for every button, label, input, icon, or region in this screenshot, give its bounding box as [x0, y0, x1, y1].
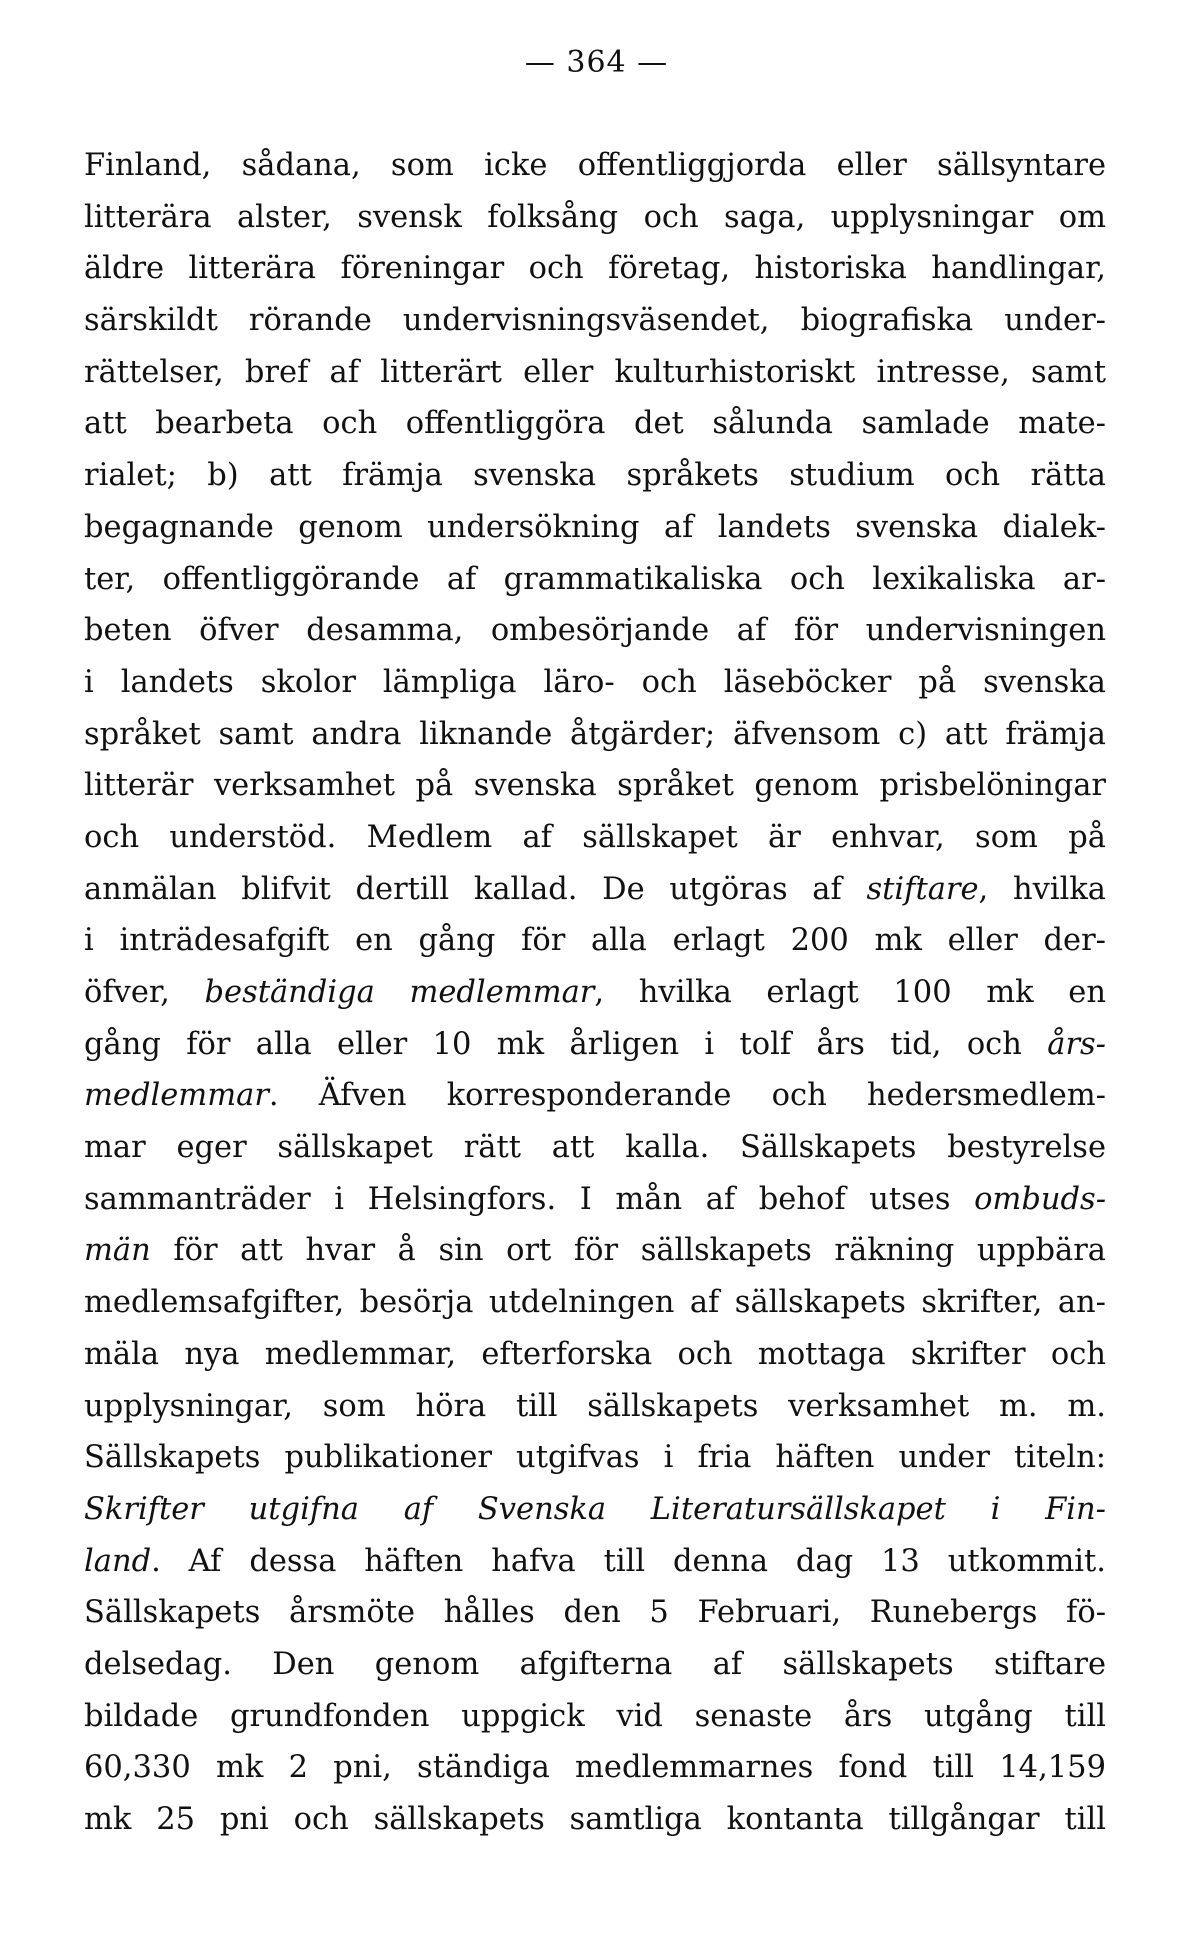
italic-term: land: [84, 1543, 152, 1579]
italic-term: års-: [1047, 1026, 1106, 1062]
italic-term: stiftare: [866, 871, 979, 907]
text-line: litterära alster, svensk folksång och saga, upplysningar om: [84, 199, 1106, 235]
text-line: rialet; b) att främja svenska språkets studium och rätta: [84, 458, 1106, 494]
text-line: begagnande genom undersökning af landets svenska dialek-: [84, 509, 1106, 545]
text-line: och understöd. Medlem af sällskapet är enhvar, som på: [84, 819, 1106, 855]
text-line: delsedag. Den genom afgifterna af sällskapets stiftare: [84, 1646, 1106, 1682]
text-line: medlemsafgifter, besörja utdelningen af sällskapets skrifter, an-: [84, 1285, 1106, 1321]
text-line: land. Af dessa häften hafva till denna dag 13 utkommit.: [84, 1543, 1106, 1579]
text-line: medlemmar. Äfven korresponderande och hedersmedlem-: [84, 1078, 1106, 1114]
text-line: att bearbeta och offentliggöra det sålunda samlade mate-: [84, 406, 1106, 442]
text-line: sammanträder i Helsingfors. I mån af behof utses ombuds-: [84, 1181, 1106, 1217]
italic-term: män: [84, 1233, 151, 1269]
text-line: [84, 1484, 1106, 1536]
text-line: mar eger sällskapet rätt att kalla. Sällskapets bestyrelse: [84, 1130, 1106, 1166]
text-line: anmälan blifvit dertill kallad. De utgöras af stiftare, hvilka: [84, 871, 1106, 907]
text-line: i landets skolor lämpliga läro- och läseböcker på svenska: [84, 664, 1106, 700]
italic-term: Skrifter utgifna af Svenska Literatursällskapet i Fin-: [84, 1491, 1106, 1527]
text-line: bildade grundfonden uppgick vid senaste års utgång till: [84, 1698, 1106, 1734]
text-line: öfver, beständiga medlemmar, hvilka erlagt 100 mk en: [84, 975, 1106, 1010]
text-line: litterär verksamhet på svenska språket genom prisbelöningar: [84, 768, 1106, 804]
text-line: upplysningar, som höra till sällskapets verksamhet m. m.: [84, 1388, 1106, 1424]
text-line: beten öfver desamma, ombesörjande af för undervisningen: [84, 613, 1106, 649]
text-line: ter, offentliggörande af grammatikaliska och lexikaliska ar-: [84, 561, 1106, 597]
text-line: gång för alla eller 10 mk årligen i tolf års tid, och års-: [84, 1026, 1106, 1062]
text-line: äldre litterära föreningar och företag, historiska handlingar,: [84, 251, 1106, 287]
text-line: språket samt andra liknande åtgärder; äfvensom c) att främja: [84, 716, 1106, 752]
text-line: rättelser, bref af litterärt eller kulturhistoriskt intresse, samt: [84, 354, 1106, 390]
text-line: mäla nya medlemmar, efterforska och mottaga skrifter och: [84, 1336, 1106, 1372]
body-text: [84, 140, 1106, 1846]
italic-term: beständiga medlemmar: [204, 975, 595, 1010]
italic-term: medlemmar: [84, 1078, 269, 1114]
text-line: Sällskapets årsmöte hålles den 5 Februari, Runebergs fö-: [84, 1595, 1106, 1631]
text-line: män för att hvar å sin ort för sällskapets räkning uppbära: [84, 1233, 1106, 1269]
text-line: 60,330 mk 2 pni, ständiga medlemmarnes fond till 14,159: [84, 1750, 1106, 1786]
text-line: Finland, sådana, som icke offentliggjorda eller sällsyntare: [84, 148, 1106, 183]
text-line: i inträdesafgift en gång för alla erlagt 200 mk eller der-: [84, 923, 1106, 959]
text-line: mk 25 pni och sällskapets samtliga kontanta tillgångar till: [84, 1802, 1106, 1837]
text-line: Sällskapets publikationer utgifvas i fria häften under titeln:: [84, 1440, 1106, 1476]
page-number: — 364 —: [524, 45, 669, 80]
text-line: särskildt rörande undervisningsväsendet, biografiska under-: [84, 303, 1106, 339]
italic-term: ombuds-: [974, 1181, 1106, 1217]
